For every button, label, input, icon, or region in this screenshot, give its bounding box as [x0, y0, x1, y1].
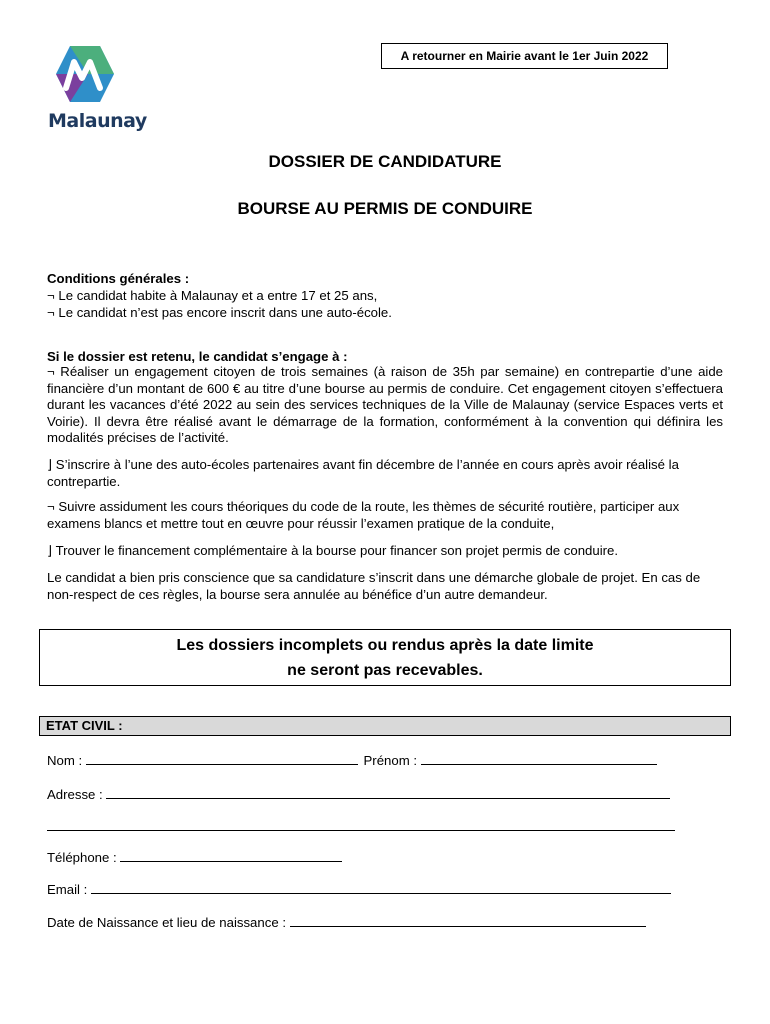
- deadline-notice: A retourner en Mairie avant le 1er Juin 2022: [381, 43, 668, 69]
- nom-field[interactable]: [47, 752, 657, 768]
- naissance-label: Date de Naissance et lieu de naissance :: [47, 915, 286, 930]
- email-field[interactable]: [47, 881, 671, 897]
- naissance-input-line[interactable]: [290, 914, 646, 927]
- telephone-field[interactable]: [47, 849, 342, 865]
- engagement-heading: Si le dossier est retenu, le candidat s’engage à :: [47, 349, 348, 364]
- adresse-line-2[interactable]: [47, 818, 675, 834]
- engagement-item: ⌋ Trouver le financement complémentaire à la bourse pour financer son projet permis de conduire.: [47, 543, 619, 558]
- warning-line-1: Les dossiers incomplets ou rendus après la date limite: [176, 637, 594, 654]
- adresse-field[interactable]: [47, 786, 670, 802]
- document-subtitle: BOURSE AU PERMIS DE CONDUIRE: [237, 199, 533, 218]
- adresse-label: Adresse :: [47, 787, 103, 802]
- conditions-heading: Conditions générales :: [47, 271, 190, 286]
- adresse-input-line-2[interactable]: [47, 818, 675, 831]
- engagement-item: ¬ Suivre assidument les cours théoriques du code de la route, les thèmes de sécurité routière, participer aux examens blancs et mettre tout en œuvre pour réussir l’examen pratique de la conduite,: [47, 499, 680, 531]
- prenom-input-line[interactable]: [421, 752, 657, 765]
- engagement-item: ⌋ S’inscrire à l’une des auto-écoles partenaires avant fin décembre de l’année en cours après avoir réalisé la contrepartie.: [47, 457, 679, 489]
- etat-civil-heading: ETAT CIVIL :: [39, 716, 731, 736]
- nom-input-line[interactable]: [86, 752, 358, 765]
- adresse-input-line[interactable]: [106, 786, 670, 799]
- engagement-item: ¬ Réaliser un engagement citoyen de trois semaines (à raison de 35h par semaine) en contrepartie d’une aide financière d’un montant de 600 € au titre d’une bourse au permis de conduire. Cet engagement citoyen s’effectuera durant les vacances d’été 2022 au sein des services techniques de la Ville de Malaunay (service Espaces verts et Voirie). Il devra être réalisé avant le démarrage de la formation, conformément à la convention qui définira les modalités précises de l’activité.: [47, 364, 723, 445]
- engagement-closing: Le candidat a bien pris conscience que sa candidature s’inscrit dans une démarche globale de projet. En cas de non-respect de ces règles, la bourse sera annulée au bénéfice d’un autre demandeur.: [47, 570, 701, 602]
- condition-item: ¬ Le candidat habite à Malaunay et a entre 17 et 25 ans,: [47, 288, 378, 303]
- condition-item: ¬ Le candidat n’est pas encore inscrit dans une auto-école.: [47, 305, 392, 320]
- naissance-field[interactable]: [47, 914, 646, 930]
- warning-box: [39, 629, 731, 686]
- nom-label: Nom :: [47, 753, 83, 768]
- telephone-label: Téléphone :: [47, 850, 117, 865]
- telephone-input-line[interactable]: [120, 849, 342, 862]
- logo-text: Malaunay: [48, 110, 147, 132]
- email-label: Email :: [47, 882, 88, 897]
- prenom-label: Prénom :: [363, 753, 418, 768]
- logo-hexagon-icon: [48, 44, 122, 108]
- warning-line-2: ne seront pas recevables.: [287, 662, 483, 679]
- document-title: DOSSIER DE CANDIDATURE: [268, 152, 502, 171]
- email-input-line[interactable]: [91, 881, 671, 894]
